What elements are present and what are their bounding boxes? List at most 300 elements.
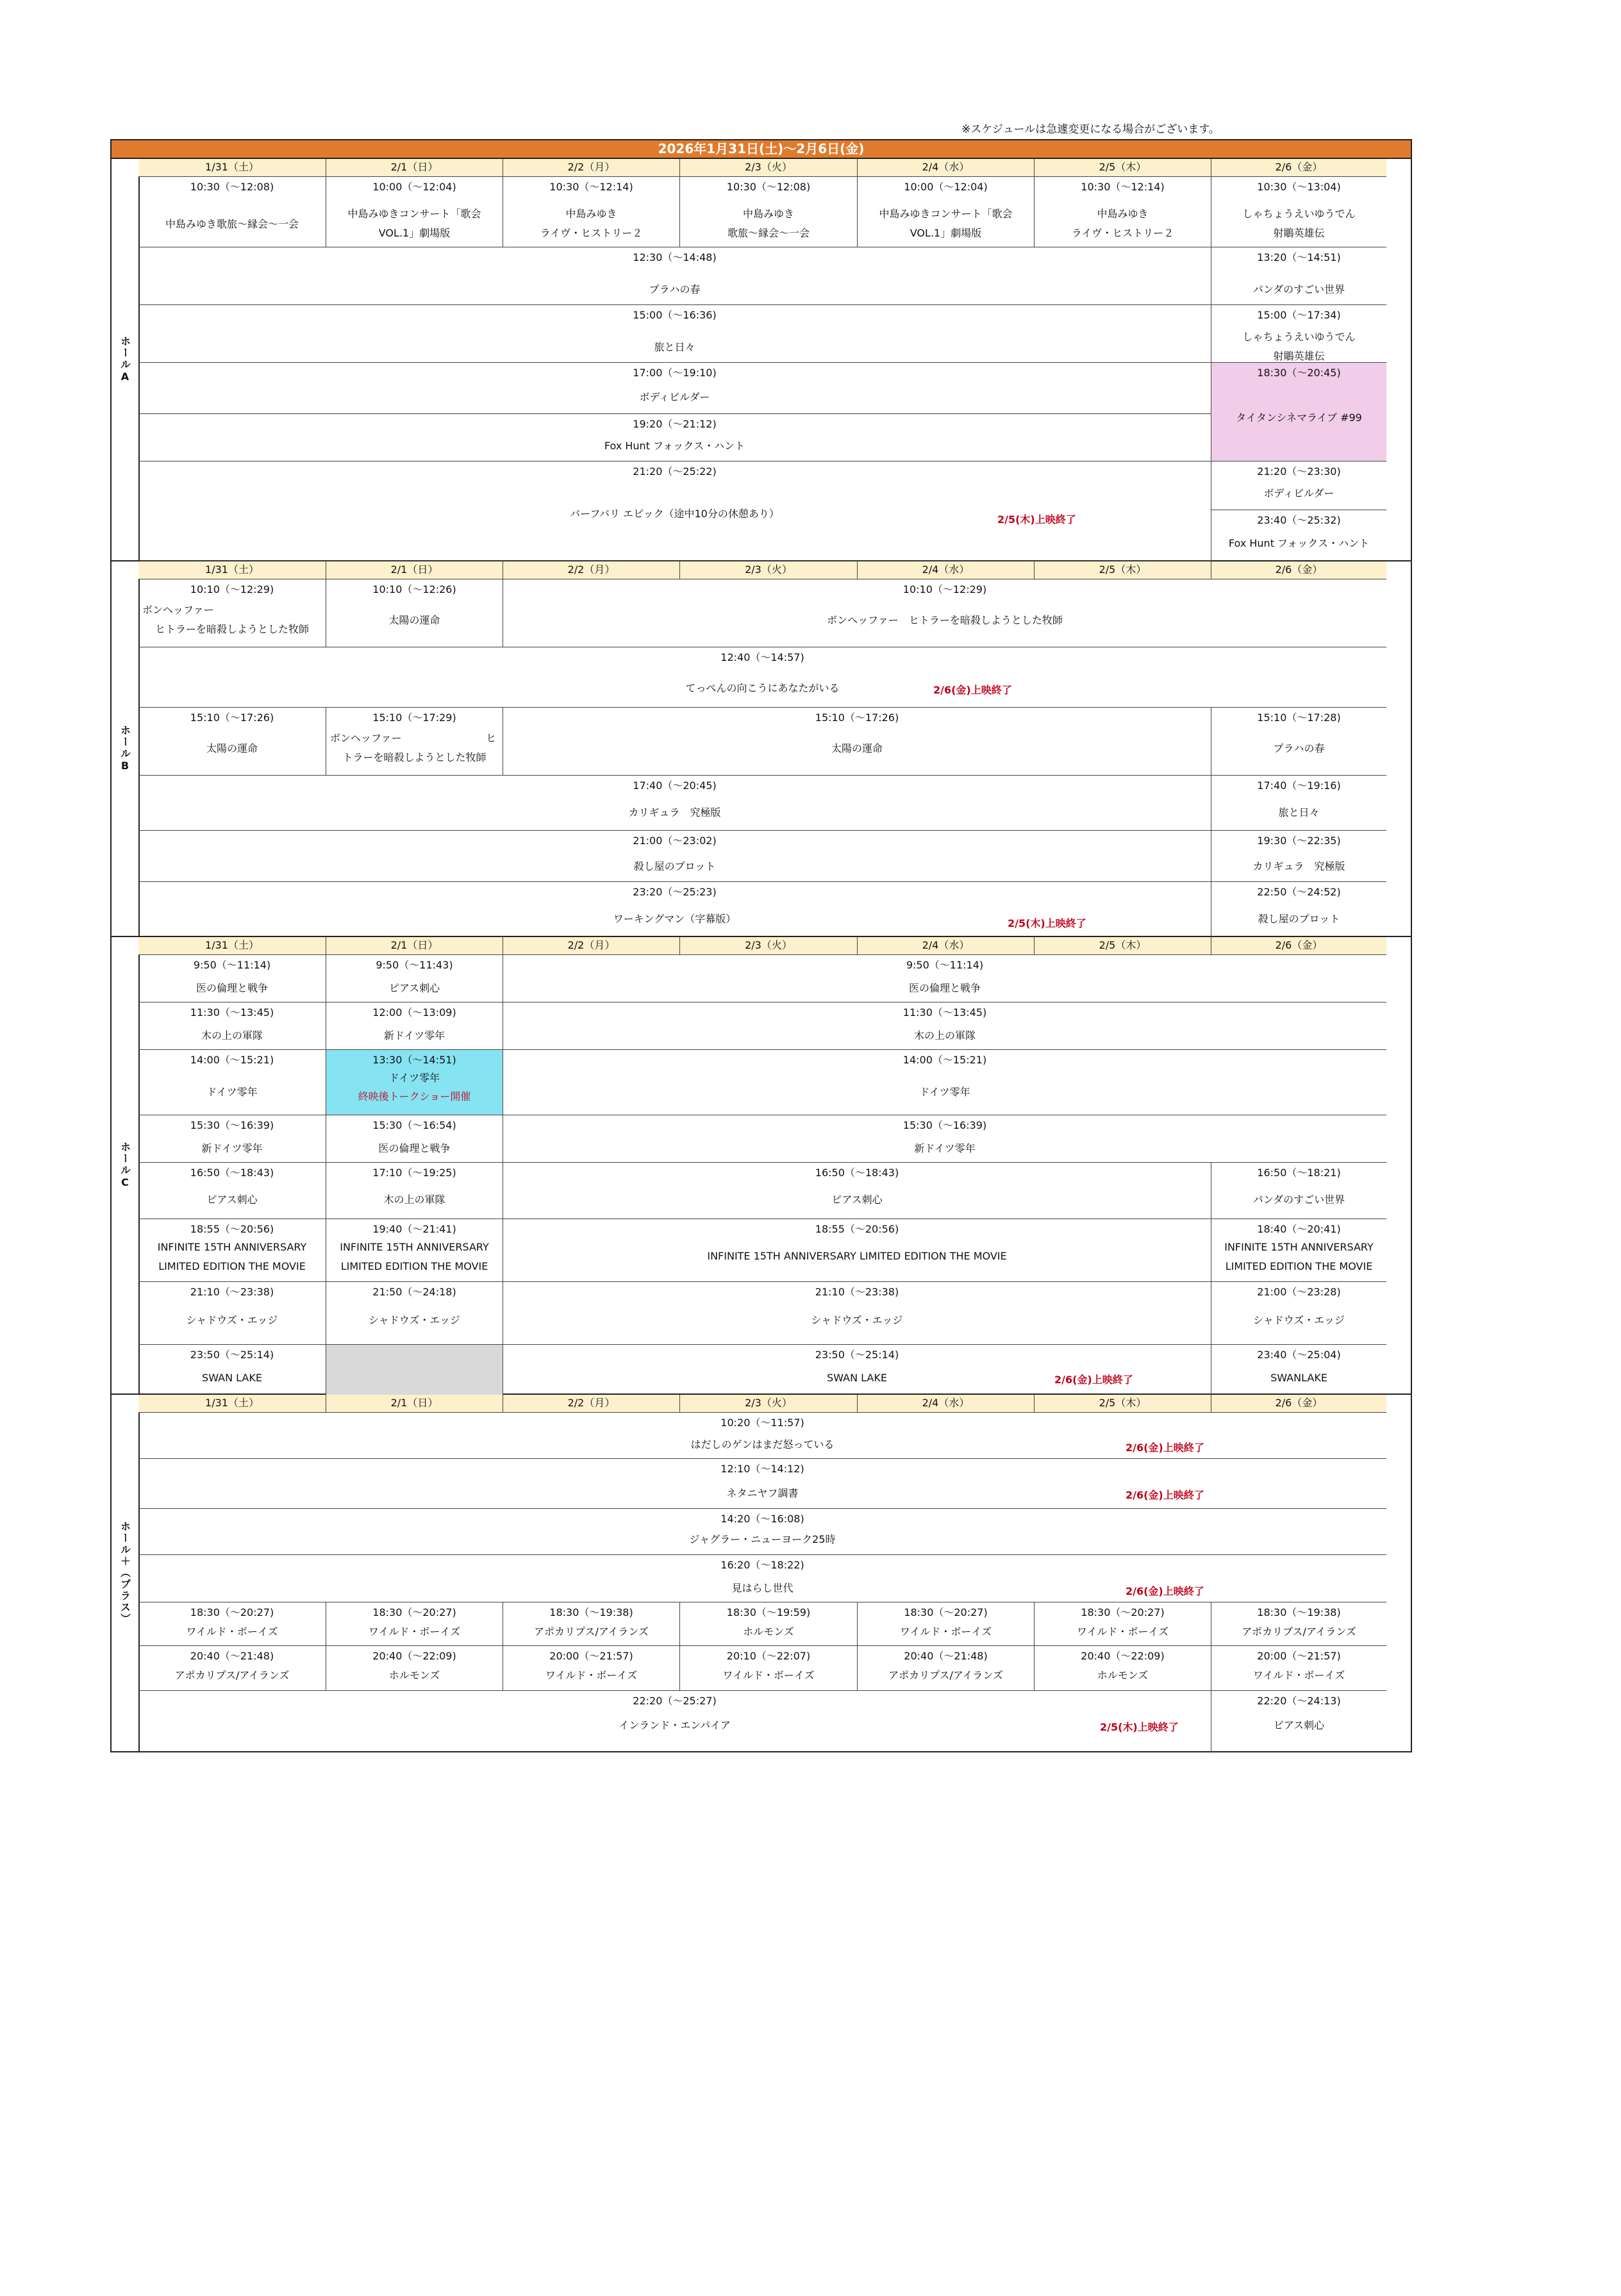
film-title: ボンヘッファー — [142, 604, 214, 616]
hall-name: ホール＋（プラス） — [119, 1521, 131, 1625]
film-title: VOL.1」劇場版 — [910, 227, 982, 239]
day-header: 2/1（日） — [326, 1395, 503, 1413]
showtime-time: 18:30（～20:27) — [190, 1606, 274, 1618]
showtime-time: 19:30（～22:35) — [1257, 835, 1341, 847]
end-date-note: 2/5(木)上映終了 — [997, 513, 1076, 526]
film-title: ヒトラーを暗殺しようとした牧師 — [154, 623, 309, 635]
showtime-time: 18:30（～19:38) — [549, 1606, 633, 1618]
end-date-note: 終映後トークショー開催 — [358, 1090, 471, 1102]
showtime-time: 18:40（～20:41) — [1257, 1223, 1341, 1235]
day-header: 2/5（木） — [1035, 562, 1211, 579]
showtime-cell[interactable] — [326, 708, 503, 776]
showtime-cell[interactable] — [138, 1509, 1386, 1555]
film-title: INFINITE 15TH ANNIVERSARY — [1224, 1241, 1374, 1253]
film-title: シャドウズ・エッジ — [1253, 1314, 1345, 1326]
film-title: 中島みゆき — [1097, 208, 1149, 220]
day-header: 2/4（水） — [858, 937, 1035, 955]
film-title: ジャグラー・ニューヨーク25時 — [689, 1533, 836, 1545]
showtime-cell[interactable] — [326, 177, 503, 247]
film-title: ワイルド・ボーイズ — [722, 1669, 815, 1681]
film-title: 太陽の運命 — [831, 742, 883, 754]
showtime-time: 23:50（～25:14) — [190, 1349, 274, 1361]
showtime-cell[interactable] — [138, 177, 326, 247]
day-header: 2/1（日） — [326, 937, 503, 955]
showtime-cell[interactable] — [138, 647, 1386, 708]
day-header: 2/4（水） — [858, 562, 1035, 579]
day-header: 2/2（月） — [503, 1395, 680, 1413]
film-title: ネタニヤフ調書 — [726, 1487, 799, 1499]
film-title: 中島みゆき歌旅～縁会～一会 — [165, 218, 299, 230]
day-header: 2/1（日） — [326, 159, 503, 177]
showtime-cell[interactable] — [138, 1691, 1211, 1752]
showtime-time: 16:50（～18:43) — [190, 1167, 274, 1179]
showtime-cell[interactable] — [138, 247, 1211, 305]
showtime-time: 20:00（～21:57) — [549, 1650, 633, 1662]
showtime-time: 15:00（～17:34) — [1257, 309, 1341, 321]
empty-cell — [326, 1345, 503, 1395]
showtime-cell[interactable] — [138, 955, 326, 1002]
showtime-cell[interactable] — [326, 1282, 503, 1345]
hall-a-label — [112, 159, 140, 560]
showtime-cell[interactable] — [858, 177, 1035, 247]
showtime-time: 12:00（～13:09) — [372, 1006, 456, 1019]
film-title: シャドウズ・エッジ — [811, 1314, 903, 1326]
showtime-cell[interactable] — [1211, 831, 1386, 882]
showtime-time: 13:20（～14:51) — [1257, 251, 1341, 263]
film-title: しゃちょうえいゆうでん — [1242, 331, 1356, 343]
film-title: 中島みゆき — [565, 208, 617, 220]
end-date-note: 2/6(金)上映終了 — [1126, 1489, 1204, 1501]
hall-b-label — [112, 562, 140, 936]
film-title: 殺し屋のプロット — [633, 860, 716, 872]
showtime-time: 15:00（～16:36) — [633, 309, 717, 321]
film-title: ワイルド・ボーイズ — [1076, 1626, 1169, 1638]
film-title: SWAN LAKE — [202, 1372, 262, 1384]
showtime-time: 23:50（～25:14) — [815, 1349, 899, 1361]
showtime-time: 10:30（～12:14) — [549, 181, 633, 193]
showtime-cell[interactable] — [1211, 510, 1386, 562]
film-title: アポカリプス/アイランズ — [174, 1669, 290, 1681]
film-title: ワイルド・ボーイズ — [186, 1626, 278, 1638]
day-header: 1/31（土） — [138, 937, 326, 955]
film-title: シャドウズ・エッジ — [186, 1314, 278, 1326]
film-title: しゃちょうえいゆうでん — [1242, 208, 1356, 220]
showtime-time: 18:55（～20:56) — [190, 1223, 274, 1235]
showtime-time: 16:50（～18:21) — [1257, 1167, 1341, 1179]
film-title: ライヴ・ヒストリー２ — [540, 227, 643, 239]
showtime-cell[interactable] — [138, 708, 326, 776]
showtime-time: 10:10（～12:29) — [902, 583, 987, 595]
showtime-time: 22:50（～24:52) — [1257, 886, 1341, 898]
film-title: ホルモンズ — [1097, 1669, 1149, 1681]
film-title: 木の上の軍隊 — [913, 1029, 976, 1042]
showtime-cell[interactable] — [503, 1282, 1211, 1345]
showtime-cell[interactable] — [680, 1646, 858, 1691]
day-header: 2/6（金） — [1211, 562, 1386, 579]
showtime-time: 12:40（～14:57) — [720, 651, 804, 663]
film-title: アポカリプス/アイランズ — [1242, 1626, 1356, 1638]
showtime-time: 21:00（～23:02) — [633, 835, 717, 847]
showtime-time: 19:20（～21:12) — [633, 418, 717, 430]
end-date-note: 2/5(木)上映終了 — [1100, 1721, 1179, 1733]
film-title: 射鵰英雄伝 — [1273, 350, 1325, 362]
film-title: インランド・エンパイア — [619, 1719, 731, 1731]
showtime-cell[interactable] — [326, 1002, 503, 1050]
film-title: 旅と日々 — [654, 341, 695, 353]
end-date-note: 2/6(金)上映終了 — [1126, 1585, 1204, 1597]
film-title: 医の倫理と戦争 — [378, 1142, 451, 1154]
day-header: 2/3（火） — [680, 937, 858, 955]
film-title: ドイツ零年 — [388, 1072, 440, 1084]
schedule-title: 2026年1月31日(土)～2月6日(金) — [110, 139, 1412, 159]
showtime-cell[interactable] — [138, 1282, 326, 1345]
day-header: 2/2（月） — [503, 159, 680, 177]
showtime-time: 9:50（～11:14) — [193, 959, 271, 971]
showtime-cell[interactable] — [503, 1050, 1386, 1115]
film-title: ライヴ・ヒストリー２ — [1071, 227, 1174, 239]
showtime-time: 18:30（～20:27) — [1081, 1606, 1165, 1618]
film-title: 太陽の運命 — [206, 742, 258, 754]
showtime-time: 9:50（～11:43) — [376, 959, 453, 971]
film-title: SWANLAKE — [1270, 1372, 1327, 1384]
film-title: トラーを暗殺しようとした牧師 — [342, 751, 486, 763]
hall-plus-grid — [138, 1395, 1411, 1751]
film-title: バーフバリ エピック（途中10分の休憩あり） — [570, 508, 779, 520]
film-title: ピアス刺心 — [831, 1194, 883, 1206]
film-title: 中島みゆき — [742, 208, 794, 220]
day-header: 1/31（土） — [138, 562, 326, 579]
hall-c-section — [110, 937, 1412, 1395]
showtime-time: 21:00（～23:28) — [1257, 1286, 1341, 1298]
film-title: ヒ — [485, 732, 496, 744]
film-title: INFINITE 15TH ANNIVERSARY — [157, 1241, 307, 1253]
day-header: 2/4（水） — [858, 1395, 1035, 1413]
showtime-time: 14:00（～15:21) — [902, 1054, 987, 1066]
film-title: ワイルド・ボーイズ — [368, 1626, 461, 1638]
showtime-time: 11:30（～13:45) — [190, 1006, 274, 1019]
showtime-cell[interactable] — [1035, 1602, 1211, 1646]
film-title: ワーキングマン（字幕版） — [613, 913, 736, 925]
film-title: ボンヘッファー — [330, 732, 402, 744]
film-title: INFINITE 15TH ANNIVERSARY LIMITED EDITION THE MOVIE — [707, 1250, 1007, 1262]
showtime-cell[interactable] — [1211, 1691, 1386, 1752]
showtime-cell[interactable] — [326, 1219, 503, 1282]
showtime-cell[interactable] — [1211, 708, 1386, 776]
showtime-time: 19:40（～21:41) — [372, 1223, 456, 1235]
showtime-time: 15:30（～16:39) — [902, 1119, 987, 1131]
showtime-time: 12:30（～14:48) — [633, 251, 717, 263]
end-date-note: 2/6(金)上映終了 — [933, 684, 1012, 696]
showtime-cell[interactable] — [138, 1459, 1386, 1509]
film-title: 中島みゆきコンサート「歌会 — [879, 208, 1013, 220]
showtime-time: 18:30（～19:59) — [726, 1606, 811, 1618]
showtime-cell[interactable] — [1211, 1163, 1386, 1219]
film-title: Fox Hunt フォックス・ハント — [1228, 537, 1370, 549]
day-header: 1/31（土） — [138, 159, 326, 177]
day-header: 2/4（水） — [858, 159, 1035, 177]
film-title: 歌旅～縁会～一会 — [727, 227, 810, 239]
day-header: 2/5（木） — [1035, 159, 1211, 177]
showtime-time: 15:30（～16:54) — [372, 1119, 456, 1131]
showtime-time: 13:30（～14:51) — [372, 1054, 456, 1066]
hall-b-section — [110, 562, 1412, 937]
film-title: ピアス刺心 — [1273, 1719, 1325, 1731]
showtime-cell[interactable] — [138, 882, 1211, 937]
showtime-cell[interactable] — [326, 955, 503, 1002]
showtime-cell[interactable] — [503, 1219, 1211, 1282]
film-title: 木の上の軍隊 — [201, 1029, 263, 1042]
film-title: LIMITED EDITION THE MOVIE — [340, 1260, 488, 1272]
showtime-cell[interactable] — [138, 1219, 326, 1282]
film-title: 医の倫理と戦争 — [195, 982, 268, 994]
showtime-time: 21:20（～23:30) — [1257, 465, 1341, 478]
film-title: 見はらし世代 — [731, 1582, 794, 1594]
film-title: 新ドイツ零年 — [383, 1029, 445, 1042]
showtime-cell[interactable] — [1211, 363, 1386, 462]
showtime-time: 18:30（～20:45) — [1257, 367, 1341, 379]
showtime-cell[interactable] — [680, 177, 858, 247]
film-title: ピアス刺心 — [388, 982, 440, 994]
showtime-time: 20:40（～21:48) — [190, 1650, 274, 1662]
day-header: 2/2（月） — [503, 937, 680, 955]
showtime-cell[interactable] — [1211, 1602, 1386, 1646]
showtime-time: 16:50（～18:43) — [815, 1167, 899, 1179]
showtime-time: 21:50（～24:18) — [372, 1286, 456, 1298]
showtime-cell[interactable] — [138, 1345, 326, 1395]
film-title: 射鵰英雄伝 — [1273, 227, 1325, 239]
showtime-time: 20:10（～22:07) — [726, 1650, 811, 1662]
showtime-time: 11:30（～13:45) — [902, 1006, 987, 1019]
showtime-time: 17:10（～19:25) — [372, 1167, 456, 1179]
showtime-cell[interactable] — [138, 831, 1211, 882]
showtime-cell[interactable] — [503, 177, 680, 247]
day-header: 2/3（火） — [680, 1395, 858, 1413]
showtime-cell[interactable] — [138, 1115, 326, 1163]
showtime-time: 21:10（～23:38) — [815, 1286, 899, 1298]
schedule-change-notice: ※スケジュールは急遽変更になる場合がございます。 — [961, 123, 1220, 136]
day-header: 2/2（月） — [503, 562, 680, 579]
showtime-cell[interactable] — [138, 776, 1211, 831]
showtime-cell[interactable] — [1211, 462, 1386, 510]
showtime-cell[interactable] — [503, 708, 1211, 776]
hall-name: ホールC — [119, 1141, 131, 1190]
showtime-cell[interactable] — [138, 579, 326, 647]
showtime-time: 10:30（～13:04) — [1257, 181, 1341, 193]
film-title: ドイツ零年 — [206, 1086, 258, 1098]
film-title: 新ドイツ零年 — [201, 1142, 263, 1154]
hall-a-grid — [138, 159, 1411, 560]
film-title: ドイツ零年 — [919, 1086, 970, 1098]
showtime-cell[interactable] — [1211, 177, 1386, 247]
film-title: Fox Hunt フォックス・ハント — [604, 440, 745, 452]
day-header: 1/31（土） — [138, 1395, 326, 1413]
showtime-time: 18:30（～20:27) — [904, 1606, 988, 1618]
showtime-cell[interactable] — [503, 1115, 1386, 1163]
film-title: パンダのすごい世界 — [1252, 283, 1345, 295]
film-title: プラハの春 — [649, 283, 701, 295]
film-title: 木の上の軍隊 — [383, 1194, 445, 1206]
showtime-time: 15:10（～17:29) — [372, 711, 456, 724]
film-title: てっぺんの向こうにあなたがいる — [685, 682, 840, 694]
hall-plus-section — [110, 1395, 1412, 1752]
showtime-cell[interactable] — [1211, 247, 1386, 305]
showtime-cell[interactable] — [680, 1602, 858, 1646]
film-title: ピアス刺心 — [206, 1194, 258, 1206]
showtime-time: 14:20（～16:08) — [720, 1513, 804, 1525]
showtime-time: 15:10（～17:26) — [815, 711, 899, 724]
showtime-cell[interactable] — [503, 1602, 680, 1646]
showtime-cell[interactable] — [326, 1050, 503, 1115]
showtime-cell[interactable] — [858, 1646, 1035, 1691]
film-title: 新ドイツ零年 — [914, 1142, 976, 1154]
film-title: VOL.1」劇場版 — [378, 227, 451, 239]
showtime-cell[interactable] — [503, 1002, 1386, 1050]
film-title: INFINITE 15TH ANNIVERSARY — [340, 1241, 489, 1253]
showtime-cell[interactable] — [1211, 776, 1386, 831]
showtime-cell[interactable] — [326, 1163, 503, 1219]
film-title: 旅と日々 — [1278, 806, 1320, 819]
showtime-time: 22:20（～24:13) — [1257, 1695, 1341, 1707]
showtime-time: 22:20（～25:27) — [633, 1695, 717, 1707]
showtime-time: 20:40（～21:48) — [904, 1650, 988, 1662]
showtime-cell[interactable] — [1035, 1646, 1211, 1691]
hall-plus-label — [112, 1395, 140, 1751]
showtime-time: 17:40（～20:45) — [633, 779, 717, 792]
showtime-time: 20:00（～21:57) — [1257, 1650, 1341, 1662]
showtime-cell[interactable] — [138, 1050, 326, 1115]
showtime-cell[interactable] — [1211, 1219, 1386, 1282]
film-title: ワイルド・ボーイズ — [899, 1626, 992, 1638]
showtime-time: 16:20（～18:22) — [720, 1559, 804, 1571]
end-date-note: 2/6(金)上映終了 — [1126, 1442, 1204, 1454]
showtime-time: 23:20（～25:23) — [633, 886, 717, 898]
showtime-time: 21:10（～23:38) — [190, 1286, 274, 1298]
film-title: 太陽の運命 — [388, 614, 440, 626]
showtime-cell[interactable] — [503, 1646, 680, 1691]
showtime-time: 10:10（～12:29) — [190, 583, 274, 595]
film-title: 中島みゆきコンサート「歌会 — [347, 208, 481, 220]
film-title: 医の倫理と戦争 — [908, 982, 981, 994]
showtime-time: 15:30（～16:39) — [190, 1119, 274, 1131]
showtime-time: 10:30（～12:08) — [726, 181, 811, 193]
showtime-cell[interactable] — [138, 1413, 1386, 1459]
showtime-time: 21:20（～25:22) — [633, 465, 717, 478]
showtime-cell[interactable] — [1211, 1345, 1386, 1395]
showtime-cell[interactable] — [503, 1345, 1211, 1395]
showtime-cell[interactable] — [138, 363, 1211, 414]
hall-name: ホールB — [119, 724, 131, 773]
film-title: ボディビルダー — [1263, 487, 1334, 499]
day-header: 2/3（火） — [680, 159, 858, 177]
showtime-cell[interactable] — [326, 1115, 503, 1163]
film-title: ボディビルダー — [639, 391, 710, 403]
hall-name: ホールA — [119, 335, 131, 384]
hall-c-label — [112, 937, 140, 1393]
showtime-cell[interactable] — [138, 462, 1211, 562]
showtime-time: 20:40（～22:09) — [1081, 1650, 1165, 1662]
film-title: はだしのゲンはまだ怒っている — [690, 1438, 835, 1451]
showtime-cell[interactable] — [138, 1555, 1386, 1602]
showtime-time: 15:10（～17:28) — [1257, 711, 1341, 724]
day-header: 2/5（木） — [1035, 1395, 1211, 1413]
day-header: 2/6（金） — [1211, 1395, 1386, 1413]
film-title: ホルモンズ — [388, 1669, 440, 1681]
showtime-time: 18:30（～19:38) — [1257, 1606, 1341, 1618]
showtime-time: 10:10（～12:26) — [372, 583, 456, 595]
showtime-time: 10:00（～12:04) — [372, 181, 456, 193]
showtime-cell[interactable] — [1211, 882, 1386, 937]
film-title: SWAN LAKE — [827, 1372, 887, 1384]
showtime-time: 23:40（～25:04) — [1257, 1349, 1341, 1361]
day-header: 2/5（木） — [1035, 937, 1211, 955]
film-title: アポカリプス/アイランズ — [888, 1669, 1003, 1681]
film-title: カリギュラ 究極版 — [628, 806, 721, 819]
film-title: シャドウズ・エッジ — [369, 1314, 460, 1326]
showtime-time: 10:20（～11:57) — [720, 1417, 804, 1429]
showtime-cell[interactable] — [138, 1163, 326, 1219]
showtime-time: 14:00（～15:21) — [190, 1054, 274, 1066]
showtime-time: 12:10（～14:12) — [720, 1463, 804, 1475]
film-title: パンダのすごい世界 — [1252, 1194, 1345, 1206]
showtime-cell[interactable] — [1211, 1282, 1386, 1345]
hall-a-section — [110, 159, 1412, 562]
showtime-time: 18:55（～20:56) — [815, 1223, 899, 1235]
day-header: 2/3（火） — [680, 562, 858, 579]
showtime-cell[interactable] — [138, 1602, 326, 1646]
end-date-note: 2/6(金)上映終了 — [1054, 1374, 1133, 1386]
film-title: アポカリプス/アイランズ — [534, 1626, 649, 1638]
film-title: ホルモンズ — [743, 1626, 794, 1638]
film-title: 殺し屋のプロット — [1258, 913, 1340, 925]
film-title: LIMITED EDITION THE MOVIE — [158, 1260, 306, 1272]
showtime-cell[interactable] — [138, 305, 1211, 363]
showtime-time: 15:10（～17:26) — [190, 711, 274, 724]
showtime-cell[interactable] — [326, 579, 503, 647]
showtime-time: 23:40（～25:32) — [1257, 514, 1341, 526]
film-title: ワイルド・ボーイズ — [545, 1669, 638, 1681]
showtime-cell[interactable] — [503, 1163, 1211, 1219]
day-header: 2/6（金） — [1211, 159, 1386, 177]
showtime-cell[interactable] — [326, 1602, 503, 1646]
showtime-time: 10:00（～12:04) — [904, 181, 988, 193]
day-header: 2/1（日） — [326, 562, 503, 579]
showtime-time: 17:00（～19:10) — [633, 367, 717, 379]
film-title: LIMITED EDITION THE MOVIE — [1225, 1260, 1373, 1272]
showtime-cell[interactable] — [1211, 1646, 1386, 1691]
hall-c-grid — [138, 937, 1411, 1393]
showtime-cell[interactable] — [503, 955, 1386, 1002]
showtime-cell[interactable] — [1035, 177, 1211, 247]
day-header: 2/6（金） — [1211, 937, 1386, 955]
end-date-note: 2/5(木)上映終了 — [1008, 917, 1086, 929]
film-title: タイタンシネマライブ #99 — [1236, 412, 1362, 424]
film-title: プラハの春 — [1273, 742, 1325, 754]
showtime-time: 17:40（～19:16) — [1257, 779, 1341, 792]
showtime-cell[interactable] — [858, 1602, 1035, 1646]
showtime-time: 10:30（～12:14) — [1081, 181, 1165, 193]
showtime-cell[interactable] — [1211, 305, 1386, 363]
showtime-cell[interactable] — [138, 414, 1211, 462]
film-title: カリギュラ 究極版 — [1252, 860, 1345, 872]
showtime-cell[interactable] — [138, 1002, 326, 1050]
showtime-time: 10:30（～12:08) — [190, 181, 274, 193]
hall-b-grid — [138, 562, 1411, 936]
showtime-time: 18:30（～20:27) — [372, 1606, 456, 1618]
showtime-cell[interactable] — [138, 1646, 326, 1691]
showtime-time: 9:50（～11:14) — [906, 959, 984, 971]
showtime-cell[interactable] — [326, 1646, 503, 1691]
showtime-cell[interactable] — [503, 579, 1386, 647]
